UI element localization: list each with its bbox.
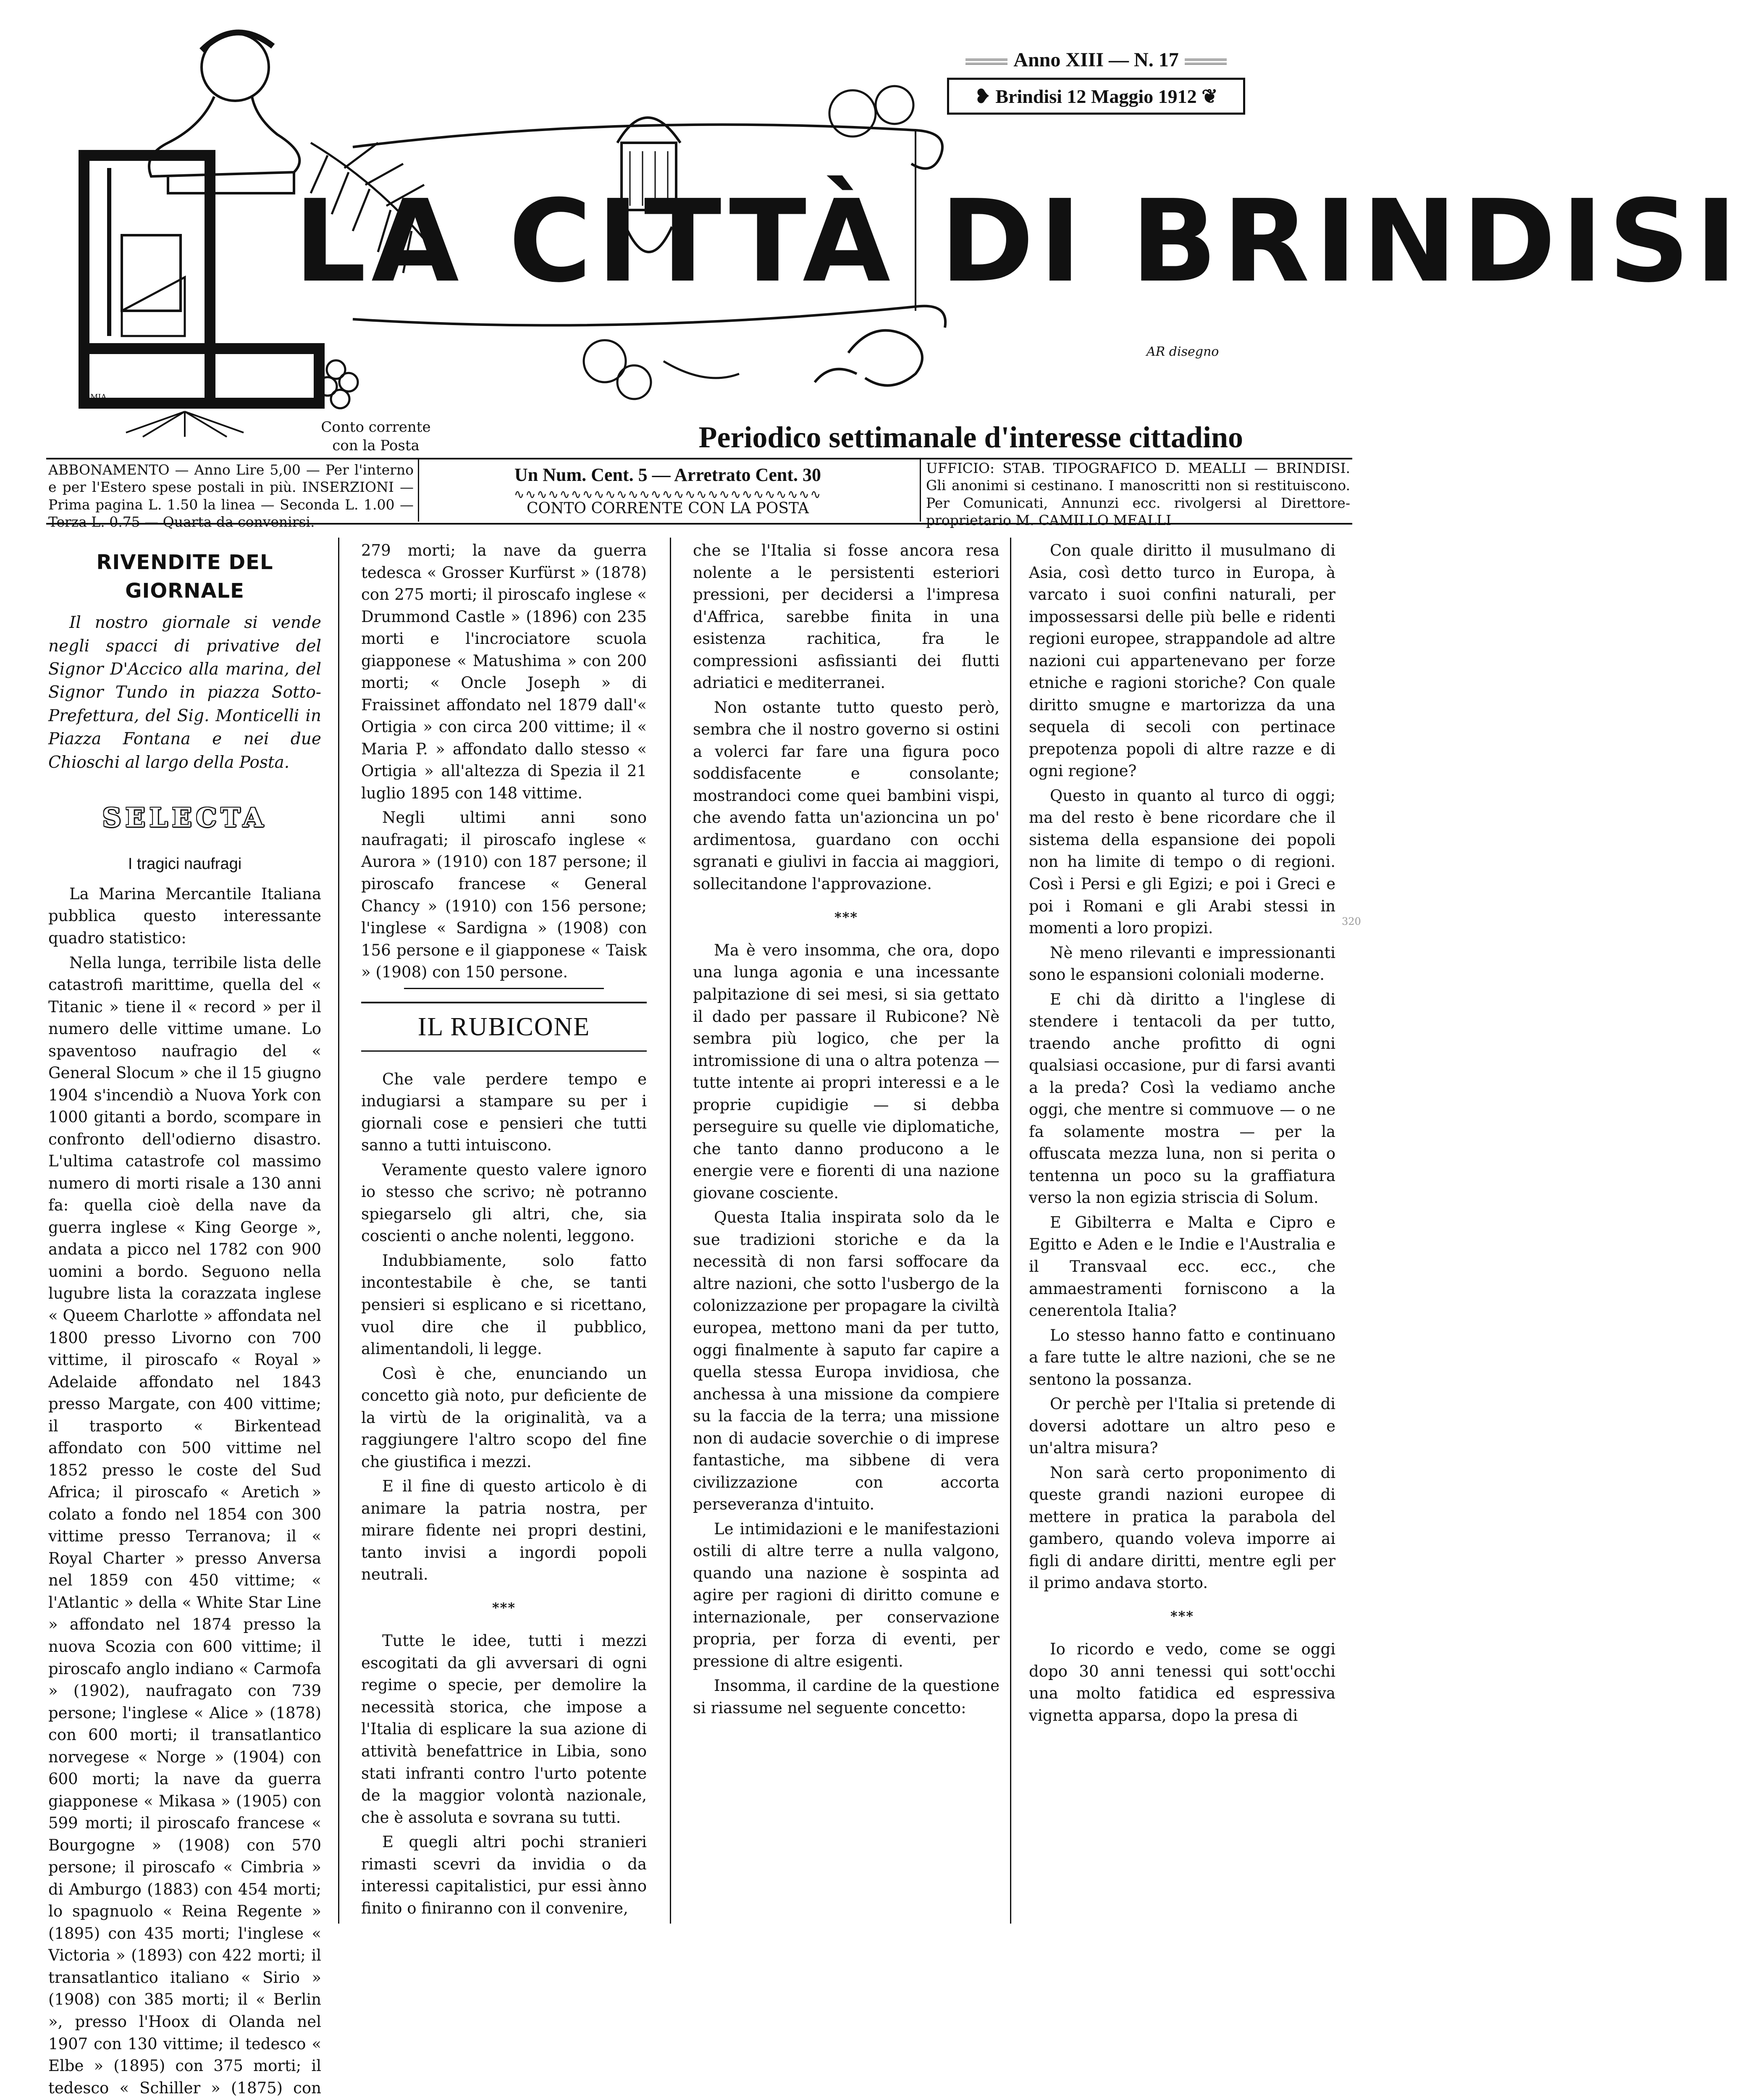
swirl-decoration	[815, 331, 922, 386]
issue-number	[949, 48, 1243, 71]
rubicone-paragraph-12: Le intimidazioni e le manifestazioni ostili di altre terre a nulla valgono, quando una nazione è sospinta ad agire per ragioni di diritto comune e internazionale, per conservazione propria, per forza di eventi, per pressione di altre esigenti.	[693, 1520, 1000, 1670]
rivendite-text: Il nostro giornale si vende negli spacci di privative del Signor D'Accico alla marina, del Signor Tundo in piazza Sotto-Prefettura, del Sig. Monticelli in Piazza Fontana e nei due Chioschi al largo della Posta.	[48, 613, 321, 772]
rubicone-paragraph-16: Nè meno rilevanti e impressionanti sono le espansioni coloniali moderne.	[1029, 943, 1335, 984]
double-rule-left	[965, 59, 1007, 65]
date-ornament-left-icon: ❥	[974, 86, 996, 107]
artist-signature: AR disegno	[1146, 344, 1219, 359]
column-rule-2	[670, 538, 671, 1924]
column-2	[361, 540, 647, 1922]
naufragi-continued: 279 morti; la nave da guerra tedesca « Grosser Kurfürst » (1878) con 275 morti; il piroscafo inglese « Drummond Castle » (1896) con 235 morti e l'incrociatore scuola giapponese « Matushima » con 200 morti; « Oncle Joseph » di Fraissinet affondato nel 1879 dall'« Ortigia » con circa 200 vittime; il « Maria P. » affondato dallo stesso « Ortigia » all'altezza di Spezia il 21 luglio 1895 con 148 vittime.	[361, 541, 647, 802]
woman-figure-illustration	[149, 32, 299, 193]
rubicone-paragraph-19: Lo stesso hanno fatto e continuano a fare tutte le altre nazioni, che se ne sentono la possanza.	[1029, 1326, 1335, 1389]
newspaper-subtitle: Periodico settimanale d'interesse cittadino	[698, 420, 1243, 454]
rubicone-paragraph-18: E Gibilterra e Malta e Cipro e Egitto e Aden e le Indie e l'Australia e il Transvaal ecc. ecc., che ammaestramenti forniscono a la cenerentola Italia?	[1029, 1213, 1335, 1320]
postal-stamp-line-1: Conto corrente	[321, 419, 431, 436]
article-end-rule	[404, 988, 604, 989]
rubicone-paragraph-5: E il fine di questo articolo è di animare la patria nostra, per mirare fidente nei propri destini, tanto invisi a ingordi popoli neutrali.	[361, 1477, 647, 1584]
selecta-heading: SELECTA	[102, 802, 268, 833]
column-rule-1	[338, 538, 339, 1924]
rubicone-paragraph-20: Or perchè per l'Italia si pretende di doversi adottare un altro peso e un'altra misura?	[1029, 1395, 1335, 1457]
rubicone-paragraph-14: Con quale diritto il musulmano di Asia, così detto turco in Europa, à varcato i suoi confini naturali, per impossessarsi delle più belle e ridenti regioni europee, strappandole ad altre nazioni cui appartenevano per forze etniche e ragioni storiche? Con quale diritto smugne e martorizza da una sequela di secoli con pertinace prepotenza popoli di altre razze e di ogni regione?	[1029, 541, 1335, 780]
rubicone-paragraph-8: che se l'Italia si fosse ancora resa nolente a le persistenti esteriori pressioni, per decidersi a l'impresa d'Affrica, sarebbe finita in una esistenza rachitica, fra le compressioni asfissianti dei flutti adriatici e mediterranei.	[693, 541, 1000, 692]
naufragi-intro: La Marina Mercantile Italiana pubblica questo interessante quadro statistico:	[48, 885, 321, 947]
column-rule-3	[1010, 538, 1011, 1924]
rubicone-paragraph-22: Io ricordo e vedo, come se oggi dopo 30 anni tenessi qui sott'occhi una molto fatidica ed espressiva vignetta apparsa, dopo la presa di	[1029, 1640, 1335, 1725]
section-asterisks: ***	[834, 909, 858, 925]
column-3	[693, 540, 1000, 1722]
price-text: Un Num. Cent. 5 — Arretrato Cent. 30	[514, 465, 821, 485]
rubicone-heading: IL RUBICONE	[361, 1002, 647, 1052]
subscription-info: ABBONAMENTO — Anno Lire 5,00 — Per l'interno e per l'Estero spese postali in più. INSERZIONI — Prima pagina L. 1.50 la linea — Seconda L. 1.00 — Terza L. 0.75 — Quarta da convenirsi.	[48, 462, 414, 530]
postal-stamp-line-2: con la Posta	[332, 437, 420, 454]
rubicone-paragraph-1: Che vale perdere tempo e indugiarsi a stampare su per i giornali cose e pensieri che tutti sanno a tutti intuiscono.	[361, 1070, 647, 1155]
section-asterisks: ***	[1170, 1608, 1194, 1624]
column-1	[48, 540, 321, 2100]
rubicone-paragraph-11: Questa Italia inspirata solo da le sue tradizioni storiche e da la necessità di non farsi soffocare da altre nazioni, che sotto l'usbergo de la colonizzazione per propagare la civiltà europea, mettono mani da per tutto, oggi finalmente à saputo far capire a quella stessa Europa invidiosa, che anchessa à una missione da compiere su la faccia de la terra; una missione non di audacie soverchie o di imprese fantastiche, ma sibbene di vera civilizzazione con accorta perseveranza d'intuito.	[693, 1208, 1000, 1514]
naufragi-recent: Negli ultimi anni sono naufragati; il piroscafo inglese « Aurora » (1910) con 187 persone; il piroscafo francese « General Chancy » (1910) con 156 persone; l'inglese « Sardigna » (1908) con 156 persone e il giapponese « Taisk » (1908) con 150 persone.	[361, 808, 647, 982]
naufragi-list: Nella lunga, terribile lista delle catastrofi marittime, quella del « Titanic » tiene il « record » per il numero delle vittime umane. Lo spaventoso naufragio del « General Slocum » che il 15 giugno 1904 s'incendiò a Nuova York con 1000 gitanti a bordo, scompare in confronto dell'odierno disastro. L'ultima catastrofe col massimo numero di morti risale a 130 anni fa: quella cioè della nave da guerra inglese « King George », andata a picco nel 1782 con 900 uomini a bordo. Seguono nella lugubre lista la corazzata inglese « Queem Charlotte » affondata nel 1800 presso Livorno con 700 vittime, il piroscafo « Royal » Adelaide affondato nel 1843 presso Margate, con 400 vittime; il trasporto « Birkentead affondato con 500 vittime nel 1852 presso le coste del Sud Africa; il piroscafo « Aretich » colato a fondo nel 1854 con 300 vittime presso Terranova; il « Royal Charter » presso Anversa nel 1859 con 450 vittime; « l'Atlantic » della « White Star Line » affondato nel 1874 presso la nuova Scozia con 600 vittime; il piroscafo anglo indiano « Carmofa » (1902), naufragato con 739 persone; l'inglese « Alice » (1878) con 600 morti; il transatlantico norvegese « Norge » (1904) con 600 morti; la nave da guerra giapponese « Mikasa » (1905) con 599 morti; il piroscafo francese « Bourgogne » (1908) con 570 persone; il piroscafo « Cimbria » di Amburgo (1883) con 454 morti; lo spagnuolo « Reina Regente » (1895) con 435 morti; l'inglese « Victoria » (1893) con 422 morti; il transatlantico italiano « Sirio » (1908) con 385 morti; il « Berlin », presso l'Hoox di Olanda nel 1907 con 130 vittime; il tedesco « Elbe » (1895) con 375 morti; il tedesco « Schiller » (1875) con	[48, 953, 321, 2097]
rubicone-paragraph-6: Tutte le idee, tutti i mezzi escogitati da gli avversari di ogni regime o specie, per demolire la necessità storica, che impose a l'Italia di esplicare la sua azione di attività benefattrice in Libia, sono stati infranti contro l'urto potente de la maggior volontà nazionale, che è assoluta e sovrana su tutti.	[361, 1632, 647, 1827]
rubicone-paragraph-10: Ma è vero insomma, che ora, dopo una lunga agonia e una incessante palpitazione di sei mesi, si sia gettato il dado per passare il Rubicone? Nè sembra più logico, che per la intromissione di una o altra potenza — tutte intente ai propri interessi e a le proprie cupidigie — si debba perseguire su quelle vie diplomatiche, che tanto danno producono a le energie vere e fiorenti di una nazione giovane cosciente.	[693, 941, 1000, 1202]
artist-mark: MIA	[90, 393, 107, 402]
rubicone-paragraph-4: Così è che, enunciando un concetto già noto, pur deficiente de la virtù de la originalità, va a raggiungere l'altro scopo del fine che giustifica i mezzi.	[361, 1364, 647, 1471]
strip-separator-right	[920, 459, 921, 522]
rubicone-paragraph-13: Insomma, il cardine de la questione si riassume nel seguente concetto:	[693, 1677, 1000, 1717]
postal-account-text: CONTO CORRENTE CON LA POSTA	[526, 500, 809, 517]
rubicone-paragraph-3: Indubbiamente, solo fatto incontestabile è che, se tanti pensieri si esplicano e si ricettano, vuol dire che il pubblico, alimentandoli, li legge.	[361, 1251, 647, 1358]
sunburst-decoration	[126, 412, 244, 437]
naufragi-heading: I tragici naufragi	[128, 855, 242, 873]
rubicone-paragraph-2: Veramente questo valere ignoro io stesso che scrivo; nè potranno spiegarselo gli altri, che, sia coscienti o anche nolenti, leggono.	[361, 1160, 647, 1245]
price-info	[424, 464, 911, 517]
strip-bottom-rule	[46, 523, 1352, 525]
issue-number-text: Anno XIII — N. 17	[1013, 49, 1179, 71]
issue-date	[947, 78, 1245, 115]
column-4	[1029, 540, 1335, 1730]
rubicone-paragraph-15: Questo in quanto al turco di oggi; ma del resto è bene ricordare che il sistema della espansione dei popoli non ha limite di tempo o di regioni. Così i Persi e gli Egizi; e poi i Greci e poi i Romani e gli Arabi stessi in momenti a loro propizi.	[1029, 786, 1335, 937]
postal-account-stamp	[307, 418, 445, 455]
newspaper-title: LA CITTÀ DI BRINDISI	[294, 175, 1742, 307]
rubicone-paragraph-21: Non sarà certo proponimento di queste grandi nazioni europee di mettere in pratica la parabola del gambero, quando voleva imporre ai figli di andare diritti, mentre egli per il primo andava storto.	[1029, 1463, 1335, 1592]
rubicone-paragraph-9: Non ostante tutto questo però, sembra che il nostro governo si ostini a volerci far fare una figura poco soddisfacente e consolante; mostrandoci come quei bambini vispi, che avendo fatta un'azioncina un po' ardimentosa, guardano con occhi sgranati e giulivi in faccia ai maggiori, sollecitandone l'approvazione.	[693, 698, 1000, 893]
rivendite-heading: RIVENDITE DEL GIORNALE	[96, 551, 273, 603]
strip-separator-left	[418, 459, 419, 522]
wavy-divider: ∿∿∿∿∿∿∿∿∿∿∿∿∿∿∿∿∿∿∿∿∿∿∿∿∿∿∿	[514, 487, 822, 502]
margin-mark: 320	[1342, 916, 1361, 927]
rubicone-paragraph-17: E chi dà diritto a l'inglese di stendere i tentacoli da per tutto, traendo anche profitto di ogni qualsiasi occasione, pur di farsi avanti a la preda? Così la vediamo anche oggi, che mentre si commuove — o ne fa solamente mostra — per la offuscata mezza luna, non si perita o tentenna un poco su la graffiatura verso la non egizia striscia di Solum.	[1029, 990, 1335, 1207]
date-ornament-right-icon: ❦	[1196, 86, 1218, 107]
section-asterisks: ***	[492, 1599, 516, 1616]
rubicone-paragraph-7: E quegli altri pochi stranieri rimasti scevri da invidia o da interessi capitalistici, pur essi ànno finito o finiranno con il convenire,	[361, 1833, 647, 1917]
issue-date-text: Brindisi 12 Maggio 1912	[995, 85, 1197, 107]
double-rule-right	[1185, 59, 1227, 65]
office-info: UFFICIO: STAB. TIPOGRAFICO D. MEALLI — BRINDISI. Gli anonimi si cestinano. I manoscritti non si restituiscono. Per Comunicati, Annunzi ecc. rivolgersi al Direttore-proprietario M. CAMILLO MEALLI	[926, 460, 1350, 528]
